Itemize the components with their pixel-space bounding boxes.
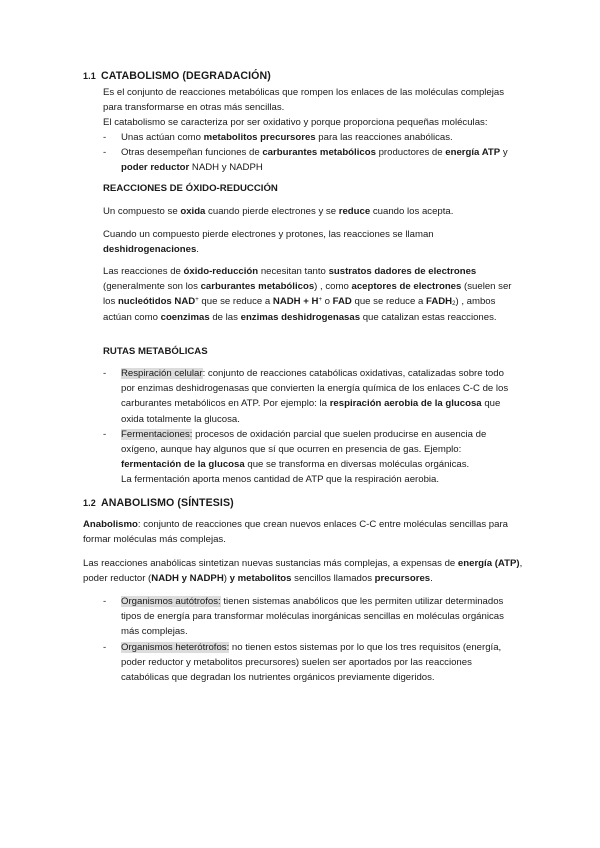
list-item: - Respiración celular: conjunto de reacciones catabólicas oxidativas, catalizadas sobre todo por enzimas deshidrogenasas que convierten la energía química de los enlaces C-C de los carburantes metabólicos en ATP. Por ejemplo: la respiración aerobia de la glucosa que oxida totalmente la glucosa. [103,366,509,427]
anabolismo-list [103,594,513,685]
catabolismo-intro: Es el conjunto de reacciones metabólicas que rompen los enlaces de las moléculas complejas para transformarse en otras más sencillas. [103,87,505,114]
redox-paragraph-1: Un compuesto se oxida cuando pierde electrones y se reduce cuando los acepta. [103,206,454,217]
section-title: ANABOLISMO (SÍNTESIS) [101,497,234,509]
section-number: 1.2 [83,498,96,508]
redox-paragraph-2: Cuando un compuesto pierde electrones y protones, las reacciones se llaman deshidrogenaciones. [103,229,434,256]
highlighted-term: Fermentaciones: [121,428,193,440]
list-item: - Fermentaciones: procesos de oxidación parcial que suelen producirse en ausencia de oxígeno, aunque hay algunos que sí que ocurren en presencia de gas. Ejemplo: fermentación de la glucosa que se transforma en diversas moléculas orgánicas. La fermentación aporta menos cantidad de ATP que la respiración aerobia. [103,427,509,488]
list-item: - Unas actúan como metabolitos precursores para las reacciones anabólicas. [103,130,523,145]
catabolismo-caracteriza: El catabolismo se caracteriza por ser oxidativo y porque proporciona pequeñas moléculas: [103,117,488,128]
list-item: - Organismos autótrofos: tienen sistemas anabólicos que les permiten utilizar determinados tipos de energía para transformar moléculas inorgánicas sencillas en moléculas orgánicas más complejas. [103,594,513,640]
anabolismo-paragraph-1: Anabolismo: conjunto de reacciones que crean nuevos enlaces C-C entre moléculas sencillas para formar moléculas más complejas. [83,519,509,546]
list-item: - Organismos heterótrofos: no tienen estos sistemas por lo que los tres requisitos (energía, poder reductor y metabolitos precursores) suelen ser aportados por las reacciones catabólicas que degradan los nutrientes orgánicos previamente digeridos. [103,640,513,686]
anabolismo-paragraph-2: Las reacciones anabólicas sintetizan nuevas sustancias más complejas, a expensas de energía (ATP), poder reductor (NADH y NADPH) y metabolitos sencillos llamados precursores. [83,558,523,585]
subheading-redox: REACCIONES DE ÓXIDO-REDUCCIÓN [103,183,278,194]
subheading-rutas: RUTAS METABÓLICAS [103,346,208,357]
highlighted-term: Respiración celular [121,368,203,379]
highlighted-term: Organismos heterótrofos: [121,641,230,653]
rutas-list [103,366,509,488]
list-item: - Otras desempeñan funciones de carburantes metabólicos productores de energía ATP y poder reductor NADH y NADPH [103,145,523,175]
section-title: CATABOLISMO (DEGRADACIÓN) [101,70,271,82]
redox-paragraph-3: Las reacciones de óxido-reducción necesitan tanto sustratos dadores de electrones (generalmente son los carburantes metabólicos) , como aceptores de electrones (suelen ser los nucleótidos NAD+ que se reduce a NADH + H+ o FAD que se reduce a $FADH_2$) , ambos actúan como coenzimas de las enzimas deshidrogenasas que catalizan estas reacciones. [103,266,512,323]
section-number: 1.1 [83,71,96,81]
highlighted-term: Organismos autótrofos: [121,596,221,607]
section-heading-catabolismo [83,69,271,84]
catabolismo-list [103,130,523,176]
section-heading-anabolismo [83,496,234,511]
